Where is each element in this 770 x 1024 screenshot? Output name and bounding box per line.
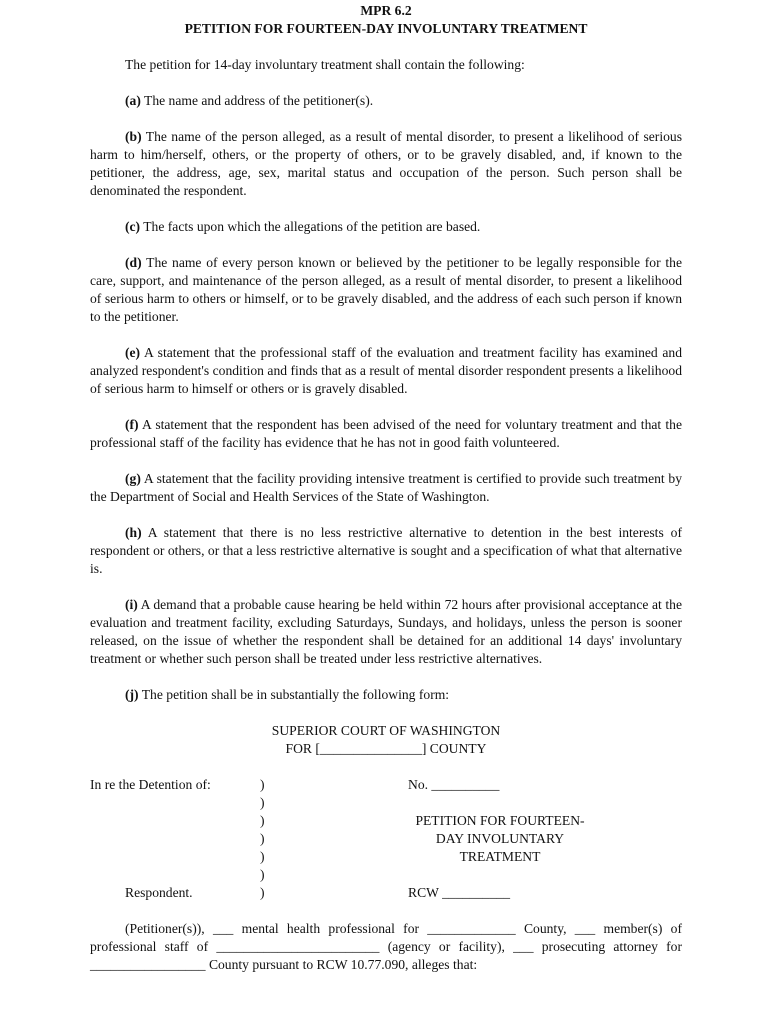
requirement-label: (f) xyxy=(125,417,139,432)
requirement-text: A demand that a probable cause hearing be held within 72 hours after provisional acceptance at the evaluation and treatment facility, excluding Saturdays, Sundays, and holidays, unless the person is sooner released, on the issue of whether the respondent shall be detained for an additional 14 days' involuntary treatment or whether such person shall be treated under less restrictive alternatives. xyxy=(90,597,682,666)
requirement-item xyxy=(90,92,682,110)
requirement-label: (e) xyxy=(125,345,141,360)
caption-paren: ) xyxy=(260,849,265,864)
requirement-item xyxy=(90,686,682,704)
requirement-text: A statement that the respondent has been advised of the need for voluntary treatment and that the professional staff of the facility has evidence that he has not in good faith volunteered. xyxy=(90,417,682,450)
caption-parentheses xyxy=(260,776,265,902)
court-name: SUPERIOR COURT OF WASHINGTON xyxy=(271,723,501,738)
requirement-label: (g) xyxy=(125,471,141,486)
requirement-item xyxy=(90,344,682,398)
requirement-label: (a) xyxy=(125,93,141,108)
case-caption xyxy=(90,776,682,902)
caption-paren: ) xyxy=(260,777,265,792)
requirement-text: A statement that the professional staff of the evaluation and treatment facility has examined and analyzed respondent's condition and finds that as a result of mental disorder respondent presents a likelihood of serious harm to himself or others or is gravely disabled. xyxy=(90,345,682,396)
court-county: FOR [_______________] COUNTY xyxy=(285,741,487,756)
requirement-item xyxy=(90,524,682,578)
requirement-text: The facts upon which the allegations of the petition are based. xyxy=(140,219,481,234)
caption-paren: ) xyxy=(260,795,265,810)
document-title: PETITION FOR FOURTEEN-DAY INVOLUNTARY TREATMENT xyxy=(184,21,588,36)
requirement-text: The name and address of the petitioner(s). xyxy=(140,93,374,108)
intro-paragraph: The petition for 14-day involuntary treatment shall contain the following: xyxy=(125,57,525,72)
caption-petition-title xyxy=(400,812,600,866)
requirement-text: The name of every person known or believed by the petitioner to be legally responsible for the care, support, and maintenance of the person alleged, as a result of mental disorder, to present a likelihood of serious harm to others or himself, or to be gravely disabled, and the address of each such person if known to the petitioner. xyxy=(90,255,682,324)
petition-title-line: DAY INVOLUNTARY xyxy=(435,831,565,846)
petition-title-line: PETITION FOR FOURTEEN- xyxy=(415,813,585,828)
requirement-item xyxy=(90,218,682,236)
in-re-label: In re the Detention of: xyxy=(90,777,211,792)
document-page xyxy=(90,0,682,974)
requirement-label: (j) xyxy=(125,687,139,702)
requirement-label: (d) xyxy=(125,255,142,270)
caption-paren: ) xyxy=(260,867,265,882)
requirements-list xyxy=(90,74,682,704)
closing-paragraph: (Petitioner(s)), ___ mental health professional for _____________ County, ___ member(s) of professional staff of ________________________ (agency or facility), ___ prosecuting attorney for _________________ County pursuant to RCW 10.77.090, alleges that: xyxy=(90,921,682,972)
caption-paren: ) xyxy=(260,885,265,900)
requirement-item xyxy=(90,596,682,668)
rule-number: MPR 6.2 xyxy=(360,3,412,18)
requirement-item xyxy=(90,254,682,326)
requirement-text: The name of the person alleged, as a result of mental disorder, to present a likelihood of serious harm to him/herself, others, or the property of others, or to be gravely disabled, and, if known to the petitioner, the address, age, sex, marital status and occupation of the person. Such person shall be denominated the respondent. xyxy=(90,129,682,198)
requirement-label: (c) xyxy=(125,219,141,234)
case-number: No. __________ xyxy=(408,777,500,792)
rcw-field: RCW __________ xyxy=(408,885,511,900)
petition-title-line: TREATMENT xyxy=(459,849,541,864)
caption-paren: ) xyxy=(260,813,265,828)
respondent-label: Respondent. xyxy=(125,885,193,900)
requirement-label: (b) xyxy=(125,129,142,144)
requirement-item xyxy=(90,470,682,506)
requirement-text: A statement that the facility providing intensive treatment is certified to provide such treatment by the Department of Social and Health Services of the State of Washington. xyxy=(90,471,682,504)
requirement-text: The petition shall be in substantially the following form: xyxy=(138,687,450,702)
caption-paren: ) xyxy=(260,831,265,846)
requirement-label: (h) xyxy=(125,525,142,540)
requirement-label: (i) xyxy=(125,597,138,612)
requirement-item xyxy=(90,416,682,452)
requirement-text: A statement that there is no less restrictive alternative to detention in the best interests of respondent or others, or that a less restrictive alternative is sought and a specification of what that alternative is. xyxy=(90,525,682,576)
requirement-item xyxy=(90,128,682,200)
